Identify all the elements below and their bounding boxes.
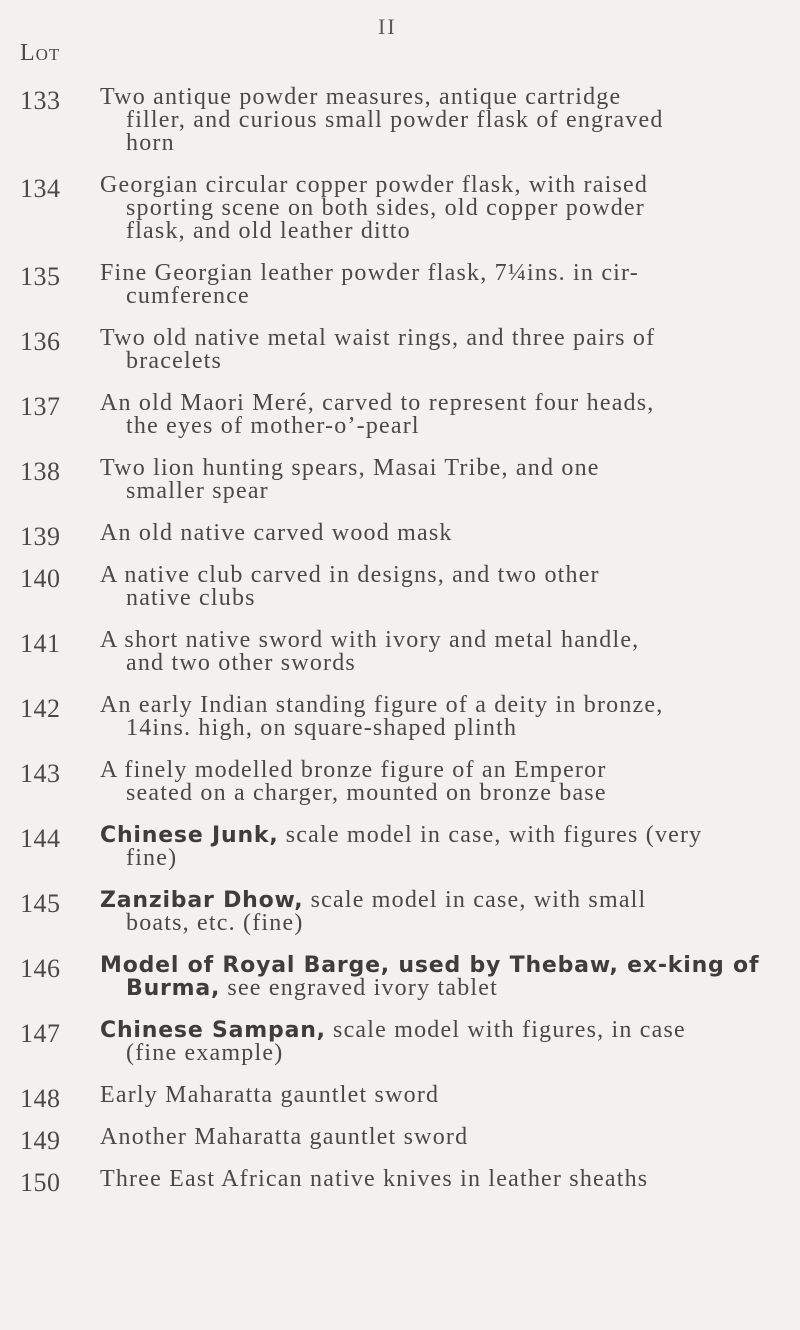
lot-description [100,392,785,438]
lot-number: 146 [20,954,61,983]
lot-number: 139 [20,522,61,551]
description-line: Two lion hunting spears, Masai Tribe, and one [100,455,600,481]
lot-number: 136 [20,327,61,356]
description-line: native clubs [126,585,256,611]
description-line: flask, and old leather ditto [126,218,411,244]
description-line: Early Maharatta gauntlet sword [100,1082,440,1108]
lot-number: 144 [20,824,61,853]
description-line: scale model with figures, in case [325,1017,686,1043]
description-line: the eyes of mother-o’-pearl [126,413,420,439]
description-line: smaller spear [126,478,269,504]
lot-title-continued: Burma, [126,976,221,1001]
lot-description [100,759,785,805]
lot-title: Zanzibar Dhow, [100,888,304,913]
description-line: Three East African native knives in leather sheaths [100,1166,649,1192]
description-line: see engraved ivory tablet [220,975,498,1001]
page-number: II [378,14,397,39]
description-line: An early Indian standing figure of a deity in bronze, [100,692,664,718]
lot-number: 138 [20,457,61,486]
lot-description [100,1168,785,1191]
lot-number: 145 [20,889,61,918]
lot-number: 141 [20,629,61,658]
lot-title: Chinese Sampan, [100,1018,326,1043]
description-line: An old Maori Meré, carved to represent four heads, [100,390,655,416]
description-line: boats, etc. (fine) [126,910,304,936]
lot-number: 142 [20,694,61,723]
description-line: cumference [126,283,250,309]
lot-number: 134 [20,174,61,203]
lot-description [100,86,785,155]
lot-description [100,522,785,545]
description-line: Two antique powder measures, antique cartridge [100,84,622,110]
lot-description [100,889,785,935]
description-line: Georgian circular copper powder flask, with raised [100,172,649,198]
lot-description [100,954,785,1000]
lot-description [100,629,785,675]
lot-description [100,174,785,243]
description-line: (fine example) [126,1040,284,1066]
lot-description [100,564,785,610]
description-line: seated on a charger, mounted on bronze base [126,780,607,806]
description-line: scale model in case, with small [303,887,647,913]
description-line: filler, and curious small powder flask of engraved [126,107,664,133]
description-line: and two other swords [126,650,356,676]
lot-number: 140 [20,564,61,593]
lot-number: 137 [20,392,61,421]
lot-number: 149 [20,1126,61,1155]
description-line: fine) [126,845,178,871]
lot-number: 147 [20,1019,61,1048]
lot-number: 143 [20,759,61,788]
lot-description [100,262,785,308]
description-line: An old native carved wood mask [100,520,453,546]
lot-column-heading: Lot [20,40,61,66]
lot-number: 150 [20,1168,61,1197]
lot-title: Model of Royal Barge, used by Thebaw, ex-king of [100,953,760,978]
description-line: Fine Georgian leather powder flask, 7¼ins. in cir- [100,260,639,286]
description-line: A short native sword with ivory and metal handle, [100,627,640,653]
description-line: sporting scene on both sides, old copper powder [126,195,645,221]
description-line: horn [126,130,175,156]
lot-number: 133 [20,86,61,115]
lot-number: 135 [20,262,61,291]
lot-number: 148 [20,1084,61,1113]
lot-description [100,327,785,373]
description-line: Another Maharatta gauntlet sword [100,1124,469,1150]
description-line: A finely modelled bronze figure of an Emperor [100,757,607,783]
description-line: Two old native metal waist rings, and three pairs of [100,325,656,351]
description-line: A native club carved in designs, and two other [100,562,600,588]
lot-description [100,457,785,503]
lot-description [100,1019,785,1065]
description-line: 14ins. high, on square-shaped plinth [126,715,518,741]
description-line: scale model in case, with figures (very [278,822,703,848]
description-line: bracelets [126,348,223,374]
lot-title: Chinese Junk, [100,823,279,848]
lot-description [100,1084,785,1107]
lot-description [100,694,785,740]
lot-description [100,1126,785,1149]
lot-description [100,824,785,870]
